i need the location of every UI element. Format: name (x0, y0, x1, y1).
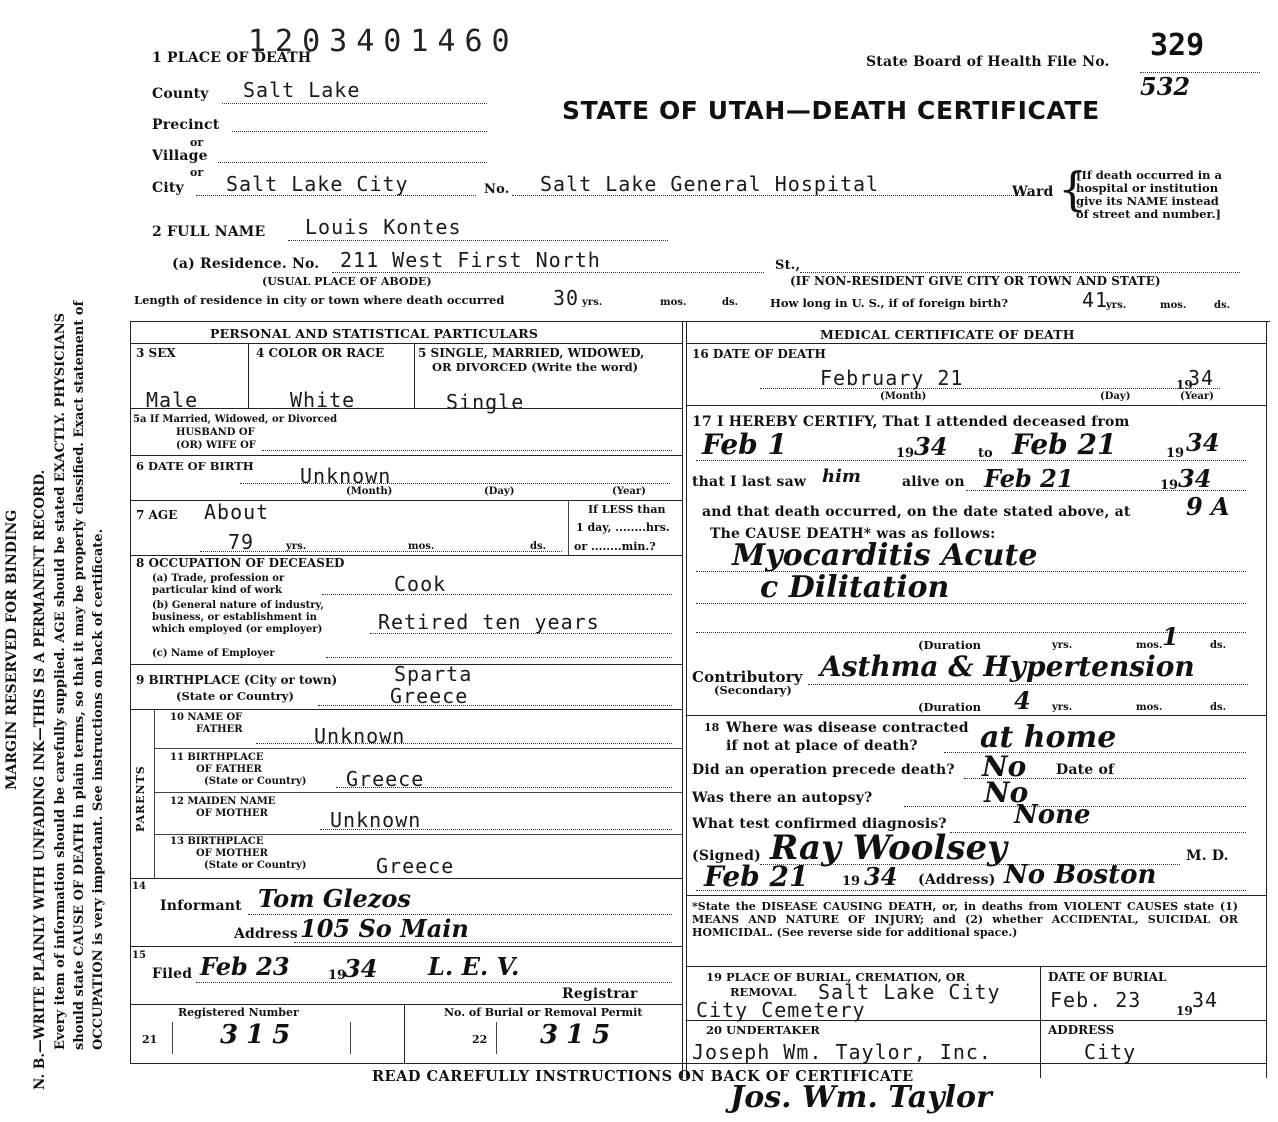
or-label-2: or (190, 166, 204, 179)
duration-label: (Duration (918, 638, 981, 652)
item-14-number: 14 (132, 881, 146, 892)
nonresident-label: (IF NON-RESIDENT GIVE CITY OR TOWN AND STATE) (790, 274, 1161, 288)
undertaker-value: Joseph Wm. Taylor, Inc. (692, 1040, 992, 1064)
medical-certificate-heading: MEDICAL CERTIFICATE OF DEATH (820, 327, 1075, 342)
parents-label: PARENTS (134, 765, 147, 832)
last-saw-year: 34 (1178, 464, 1212, 493)
attended-to-year: 34 (1186, 428, 1220, 457)
age-about: About (204, 500, 270, 524)
item-21-number: 21 (142, 1033, 158, 1046)
length-residence-label: Length of residence in city or town where death occurred (134, 293, 505, 307)
signed-year: 34 (864, 862, 898, 891)
color-race-value: White (290, 388, 356, 412)
institution-no-label: No. (484, 182, 510, 197)
death-day-label: (Day) (1100, 391, 1131, 402)
signed-date: Feb 21 (704, 860, 809, 893)
physician-address-label: (Address) (918, 872, 996, 888)
date-of-death-year: 34 (1188, 366, 1215, 390)
removal-label: REMOVAL (730, 985, 796, 999)
last-saw-date: Feb 21 (984, 464, 1074, 493)
date-of-death-label: 16 DATE OF DEATH (692, 347, 826, 361)
place-of-burial-label: 19 PLACE OF BURIAL, CREMATION, OR (706, 970, 966, 984)
city-value: Salt Lake City (226, 172, 409, 196)
father-name-label-2: FATHER (196, 724, 243, 735)
age-mos-unit: mos. (408, 541, 435, 552)
item-18-number: 18 (704, 721, 720, 734)
us-mos-unit: mos. (1160, 300, 1187, 311)
violent-causes-footnote: *State the DISEASE CAUSING DEATH, or, in deaths from VIOLENT CAUSES state (1) MEANS AND NATURE OF INJURY; and (2) whether ACCIDENTAL, SUICIDAL OR HOMICIDAL. (See reverse side for additional space.) (692, 900, 1238, 939)
age-ds-unit: ds. (530, 541, 547, 552)
informant-label: Informant (160, 898, 242, 914)
death-month-label: (Month) (880, 391, 927, 402)
mother-name-value: Unknown (330, 808, 422, 832)
contributory-duration-label: (Duration (918, 700, 981, 714)
disease-contracted-label-2: if not at place of death? (726, 738, 918, 754)
cause-of-death-line-2: c Dilitation (760, 570, 950, 605)
trade-label: (a) Trade, profession or (152, 573, 285, 584)
ward-note-3: give its NAME instead (1076, 194, 1219, 208)
signed-year-prefix: 19 (842, 874, 861, 889)
certificate-serial-number: 1203401460 (248, 24, 519, 59)
us-residence-label: How long in U. S., if of foreign birth? (770, 296, 1009, 310)
death-year-label: (Year) (1180, 391, 1214, 402)
permanent-record-notice: N. B.—WRITE PLAINLY WITH UNFADING INK—THIS IS A PERMANENT RECORD. (32, 469, 48, 1090)
read-instructions-footer: READ CAREFULLY INSTRUCTIONS ON BACK OF CERTIFICATE (372, 1068, 914, 1085)
burial-date: Feb. 23 (1050, 988, 1142, 1012)
mother-birthplace-label-3: (State or Country) (204, 860, 307, 871)
filed-label: Filed (152, 966, 193, 982)
attended-from-date: Feb 1 (702, 428, 787, 461)
instructions-line-2: should state CAUSE OF DEATH in plain terms, so that it may be properly classified. Exact statement of (72, 300, 87, 1050)
county-value: Salt Lake (243, 78, 361, 102)
us-residence-years: 41 (1082, 288, 1109, 312)
city-label: City (152, 180, 184, 196)
last-saw-year-prefix: 19 (1160, 478, 1179, 493)
alive-on-label: alive on (902, 474, 965, 490)
birthplace-label: 9 BIRTHPLACE (City or town) (136, 673, 338, 687)
dob-month-label: (Month) (346, 486, 393, 497)
file-number-label: State Board of Health File No. (866, 54, 1110, 70)
less-than-minutes: or ........min.? (574, 540, 656, 553)
length-ds-unit: ds. (722, 297, 739, 308)
ward-note-2: hospital or institution (1076, 181, 1219, 195)
undertaker-address: City (1084, 1040, 1137, 1064)
md-label: M. D. (1186, 848, 1229, 864)
contrib-duration-ds: ds. (1210, 702, 1227, 713)
cause-label: The CAUSE DEATH* was as follows: (710, 526, 996, 542)
operation-label: Did an operation precede death? (692, 762, 955, 778)
test-confirmed-label: What test confirmed diagnosis? (692, 816, 947, 832)
undertaker-address-label: ADDRESS (1048, 1023, 1115, 1037)
mother-birthplace-label: 13 BIRTHPLACE (170, 836, 264, 847)
mother-birthplace-label-2: OF MOTHER (196, 848, 268, 859)
or-label: or (190, 136, 204, 149)
signed-label: (Signed) (692, 848, 761, 864)
last-saw-pronoun: him (822, 466, 861, 487)
occupation-label: 8 OCCUPATION OF DECEASED (136, 556, 345, 570)
file-number-handwritten: 532 (1140, 72, 1191, 101)
attended-to-date: Feb 21 (1012, 428, 1117, 461)
father-birthplace-value: Greece (346, 767, 425, 791)
file-number-stamp: 329 (1150, 28, 1205, 63)
trade-label-2: particular kind of work (152, 585, 282, 596)
burial-permit-label: No. of Burial or Removal Permit (444, 1006, 643, 1019)
precinct-label: Precinct (152, 117, 220, 133)
contrib-duration-mos: mos. (1136, 702, 1163, 713)
marital-value: Single (446, 390, 525, 414)
duration-mos: mos. (1136, 640, 1163, 651)
full-name-value: Louis Kontes (305, 215, 462, 239)
burial-place-line-2: City Cemetery (696, 998, 866, 1022)
instructions-line-3: OCCUPATION is very important. See instructions on back of certificate. (91, 528, 106, 1050)
registrar-signature: L. E. V. (428, 952, 520, 981)
physician-address: No Boston (1004, 860, 1157, 890)
father-birthplace-label-3: (State or Country) (204, 776, 307, 787)
instructions-line-1: Every item of information should be carefully supplied. AGE should be stated EXACTLY. PHYSICIANS (53, 312, 68, 1050)
occupation-value: Cook (394, 572, 447, 596)
less-than-label: If LESS than (588, 503, 666, 516)
date-of-death-value: February 21 (820, 366, 964, 390)
undertaker-label: 20 UNDERTAKER (706, 1023, 820, 1037)
street-label: St., (775, 258, 801, 273)
attended-to-label: to (978, 446, 993, 461)
ward-note-1: [If death occurred in a (1076, 168, 1222, 182)
date-of-birth-value: Unknown (300, 464, 392, 488)
age-value: 79 (228, 530, 255, 554)
industry-label-3: which employed (or employer) (152, 624, 323, 635)
last-saw-label: that I last saw (692, 474, 807, 490)
usual-abode-label: (USUAL PLACE OF ABODE) (262, 275, 432, 288)
attended-from-year: 34 (914, 432, 948, 461)
test-confirmed-value: None (1014, 800, 1091, 830)
contrib-duration-yrs: yrs. (1052, 702, 1073, 713)
filed-year-prefix: 19 (328, 968, 347, 983)
length-mos-unit: mos. (660, 297, 687, 308)
color-race-label: 4 COLOR OR RACE (256, 346, 385, 360)
mother-name-label: 12 MAIDEN NAME (170, 796, 276, 807)
operation-date-label: Date of (1056, 762, 1115, 778)
us-yrs-unit: yrs. (1106, 300, 1127, 311)
to-year-prefix: 19 (1166, 446, 1185, 461)
birthplace-city: Sparta (394, 662, 473, 686)
employer-label: (c) Name of Employer (152, 648, 275, 659)
informant-address-label: Address (234, 926, 298, 942)
informant-value: Tom Glezos (258, 884, 411, 913)
date-of-birth-label: 6 DATE OF BIRTH (136, 459, 254, 473)
father-name-value: Unknown (314, 724, 406, 748)
informant-address-value: 105 So Main (300, 914, 469, 943)
burial-year-prefix: 19 (1176, 1004, 1193, 1018)
industry-value: Retired ten years (378, 610, 600, 634)
date-of-burial-label: DATE OF BURIAL (1048, 970, 1167, 984)
industry-label: (b) General nature of industry, (152, 600, 324, 611)
less-than-hours: 1 day, ........hrs. (576, 521, 670, 534)
county-label: County (152, 86, 209, 102)
contributory-duration: 4 (1014, 686, 1031, 715)
father-birthplace-label-2: OF FATHER (196, 764, 262, 775)
burial-year: 34 (1192, 988, 1219, 1012)
dob-day-label: (Day) (484, 486, 515, 497)
mother-birthplace-value: Greece (376, 854, 455, 878)
mother-name-label-2: OF MOTHER (196, 808, 268, 819)
from-year-prefix: 19 (896, 446, 915, 461)
autopsy-value: No (984, 776, 1029, 809)
death-time: 9 A (1186, 492, 1230, 521)
cause-of-death-line-1: Myocarditis Acute (732, 538, 1038, 573)
contributory-label: Contributory (692, 668, 803, 686)
birthplace-state-label: (State or Country) (176, 689, 294, 703)
full-name-label: 2 FULL NAME (152, 224, 266, 240)
age-label: 7 AGE (136, 508, 178, 522)
death-occurred-label: and that death occurred, on the date stated above, at (702, 504, 1131, 520)
residence-label: (a) Residence. No. (172, 256, 320, 272)
filed-date: Feb 23 (200, 952, 290, 981)
certify-label: 17 I HEREBY CERTIFY, That I attended deceased from (692, 414, 1130, 430)
item-15-number: 15 (132, 950, 146, 961)
us-ds-unit: ds. (1214, 300, 1231, 311)
item-22-number: 22 (472, 1033, 488, 1046)
marital-label-2: OR DIVORCED (Write the word) (432, 360, 639, 374)
length-residence-years: 30 (553, 286, 580, 310)
secondary-label: (Secondary) (714, 683, 792, 697)
undertaker-signature: Jos. Wm. Taylor (730, 1080, 992, 1115)
contributory-cause: Asthma & Hypertension (820, 650, 1195, 683)
death-year-prefix: 19 (1176, 378, 1193, 392)
birthplace-country: Greece (390, 684, 469, 708)
marital-label: 5 SINGLE, MARRIED, WIDOWED, (418, 346, 645, 360)
residence-value: 211 West First North (340, 248, 601, 272)
certificate-title: STATE OF UTAH—DEATH CERTIFICATE (562, 96, 1100, 125)
registrar-label: Registrar (562, 986, 638, 1002)
physician-signature: Ray Woolsey (770, 828, 1007, 868)
institution-value: Salt Lake General Hospital (540, 172, 880, 196)
autopsy-label: Was there an autopsy? (692, 790, 873, 806)
personal-particulars-heading: PERSONAL AND STATISTICAL PARTICULARS (210, 326, 539, 341)
binding-margin-text: MARGIN RESERVED FOR BINDING (4, 509, 20, 790)
duration-ds: ds. (1210, 640, 1227, 651)
dob-year-label: (Year) (612, 486, 646, 497)
disease-contracted-value: at home (980, 720, 1117, 755)
length-yrs-unit: yrs. (582, 297, 603, 308)
cause-duration: 1 (1162, 622, 1179, 651)
burial-permit-value: 315 (540, 1020, 619, 1050)
registered-number-value: 315 (220, 1020, 299, 1050)
father-name-label: 10 NAME OF (170, 712, 243, 723)
wife-of-label: (OR) WIFE OF (176, 440, 256, 451)
ward-brace: { (1058, 162, 1088, 216)
ward-note-4: of street and number.] (1076, 207, 1221, 221)
filed-year: 34 (344, 954, 378, 983)
age-yrs-unit: yrs. (286, 541, 307, 552)
father-birthplace-label: 11 BIRTHPLACE (170, 752, 264, 763)
operation-value: No (982, 750, 1027, 783)
ward-label: Ward (1012, 184, 1054, 200)
burial-place-line-1: Salt Lake City (818, 980, 1001, 1004)
place-of-death-heading: 1 PLACE OF DEATH (152, 50, 312, 66)
sex-label: 3 SEX (136, 346, 176, 360)
sex-value: Male (146, 388, 199, 412)
disease-contracted-label: Where was disease contracted (726, 720, 969, 736)
industry-label-2: business, or establishment in (152, 612, 317, 623)
husband-of-label: HUSBAND OF (176, 427, 255, 438)
registered-number-label: Registered Number (178, 1006, 299, 1019)
spouse-label: 5a If Married, Widowed, or Divorced (133, 414, 338, 425)
village-label: Village (152, 148, 208, 164)
duration-yrs: yrs. (1052, 640, 1073, 651)
